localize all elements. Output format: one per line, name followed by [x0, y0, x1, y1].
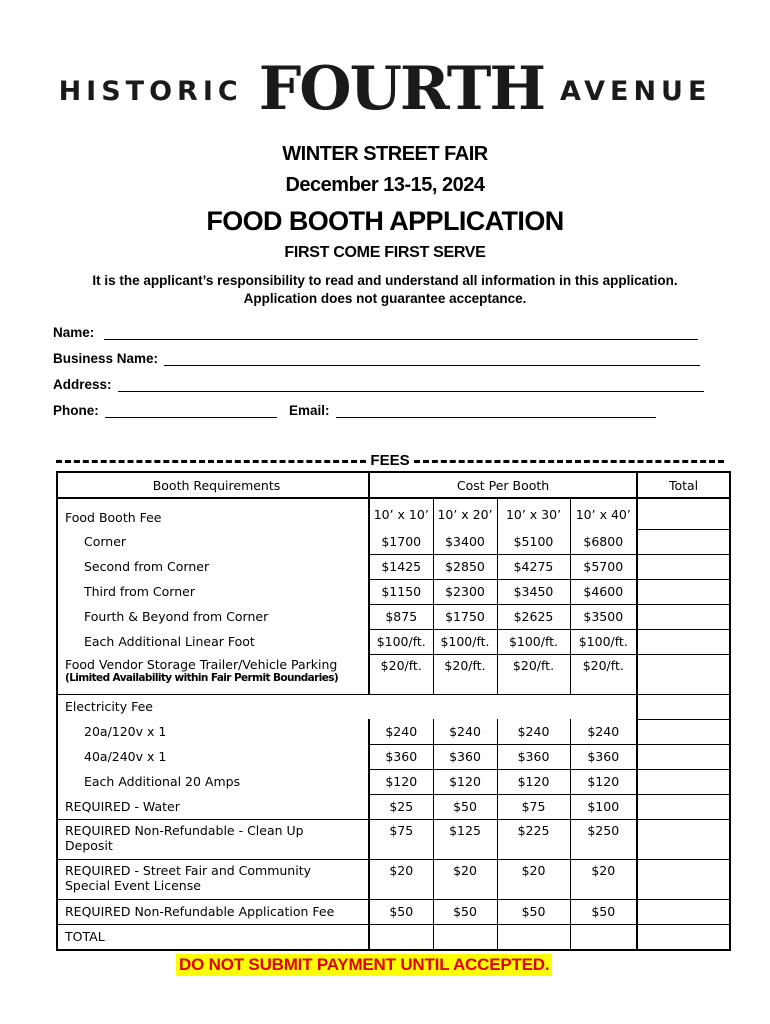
table-row	[57, 554, 730, 579]
total-blank[interactable]	[369, 924, 433, 950]
total-cell[interactable]	[637, 819, 730, 859]
business-name-label: Business Name:	[53, 351, 159, 366]
total-cell[interactable]	[637, 694, 730, 719]
fee-value: $120	[497, 769, 570, 794]
fee-value: $2850	[433, 554, 497, 579]
table-row	[57, 498, 730, 529]
fee-value: $25	[369, 794, 433, 819]
license-label-line-1: REQUIRED - Street Fair and Community	[65, 862, 312, 878]
total-cell[interactable]	[637, 604, 730, 629]
row-label: Second from Corner	[57, 554, 369, 579]
table-row	[57, 629, 730, 654]
name-line[interactable]	[104, 324, 698, 340]
table-row	[57, 794, 730, 819]
notice-line-1: It is the applicant’s responsibility to read and understand all information in this application.	[92, 273, 678, 288]
total-blank[interactable]	[497, 924, 570, 950]
table-row	[57, 579, 730, 604]
fees-heading	[56, 451, 724, 469]
fee-value: $120	[570, 769, 637, 794]
table-row	[57, 719, 730, 744]
fees-heading-label: FEES	[370, 451, 410, 469]
fee-value: $100/ft.	[497, 629, 570, 654]
fee-value: $360	[570, 744, 637, 769]
fee-value: $240	[497, 719, 570, 744]
total-cell[interactable]	[637, 794, 730, 819]
fee-value: $100/ft.	[433, 629, 497, 654]
address-line[interactable]	[118, 376, 704, 392]
total-cell[interactable]	[637, 498, 730, 529]
total-cell[interactable]	[637, 899, 730, 924]
table-row	[57, 529, 730, 554]
row-label: Each Additional Linear Foot	[57, 629, 369, 654]
fee-value: $20/ft.	[570, 654, 637, 694]
trailer-label-cell	[57, 654, 369, 694]
table-header-row	[57, 472, 730, 498]
event-dates: December 13-15, 2024	[285, 174, 485, 196]
address-field[interactable]	[53, 376, 704, 392]
table-row	[57, 744, 730, 769]
fee-value: $50	[570, 899, 637, 924]
fee-value: $50	[433, 794, 497, 819]
page-title: FOOD BOOTH APPLICATION	[206, 206, 564, 236]
name-label: Name:	[53, 325, 95, 340]
fees-divider-left	[56, 460, 366, 463]
address-label: Address:	[53, 377, 112, 392]
table-row	[57, 769, 730, 794]
cleanup-label-cell	[57, 819, 369, 859]
name-field[interactable]	[53, 324, 698, 340]
business-name-line[interactable]	[164, 350, 700, 366]
size-label: 10’ x 10’	[369, 498, 433, 529]
total-cell[interactable]	[637, 719, 730, 744]
fee-value: $75	[497, 794, 570, 819]
total-cell[interactable]	[637, 859, 730, 899]
fee-value: $3400	[433, 529, 497, 554]
total-blank[interactable]	[570, 924, 637, 950]
logo-right-text: AVENUE	[560, 75, 712, 107]
col-header-requirements: Booth Requirements	[57, 472, 369, 498]
logo-center-text: FOURTH	[258, 54, 545, 124]
fee-value: $125	[433, 819, 497, 859]
payment-warning: DO NOT SUBMIT PAYMENT UNTIL ACCEPTED.	[176, 954, 552, 976]
fee-value: $20	[570, 859, 637, 899]
fee-value: $20/ft.	[433, 654, 497, 694]
total-label: TOTAL	[57, 924, 369, 950]
phone-line[interactable]	[105, 402, 277, 418]
table-row	[57, 819, 730, 859]
col-header-total: Total	[637, 472, 730, 498]
trailer-label: Food Vendor Storage Trailer/Vehicle Parking	[65, 657, 338, 672]
fees-divider-right	[414, 460, 724, 463]
fee-value: $360	[497, 744, 570, 769]
business-name-field[interactable]	[53, 350, 700, 366]
event-name: WINTER STREET FAIR	[282, 143, 488, 165]
fee-value: $240	[433, 719, 497, 744]
fee-value: $50	[433, 899, 497, 924]
row-label: 40a/240v x 1	[57, 744, 369, 769]
fee-value: $6800	[570, 529, 637, 554]
fee-value: $100/ft.	[570, 629, 637, 654]
total-cell[interactable]	[637, 554, 730, 579]
row-label: REQUIRED Non-Refundable Application Fee	[57, 899, 369, 924]
trailer-note: (Limited Availability within Fair Permit Boundaries)	[65, 672, 339, 684]
email-label: Email:	[289, 403, 330, 418]
fee-value: $1700	[369, 529, 433, 554]
grand-total-cell[interactable]	[637, 924, 730, 950]
fee-value: $20	[433, 859, 497, 899]
total-blank[interactable]	[433, 924, 497, 950]
row-label: 20a/120v x 1	[57, 719, 369, 744]
fee-value: $100	[570, 794, 637, 819]
fee-value: $75	[369, 819, 433, 859]
electricity-label: Electricity Fee	[65, 699, 153, 715]
email-field[interactable]	[289, 402, 656, 418]
phone-label: Phone:	[53, 403, 99, 418]
col-header-cost: Cost Per Booth	[369, 472, 637, 498]
size-label: 10’ x 40’	[570, 498, 637, 529]
license-label-cell	[57, 859, 369, 899]
license-label-line-2: Special Event License	[65, 877, 201, 893]
fee-value: $240	[570, 719, 637, 744]
fee-value: $1150	[369, 579, 433, 604]
table-row	[57, 859, 730, 899]
table-row	[57, 694, 730, 719]
historic-fourth-avenue-logo	[0, 52, 770, 130]
fee-value: $3500	[570, 604, 637, 629]
fee-value: $4275	[497, 554, 570, 579]
row-label: Each Additional 20 Amps	[57, 769, 369, 794]
fee-value: $2625	[497, 604, 570, 629]
fee-value: $1425	[369, 554, 433, 579]
cleanup-label-line-1: REQUIRED Non-Refundable - Clean Up	[65, 822, 304, 838]
fee-value: $5700	[570, 554, 637, 579]
total-cell[interactable]	[637, 529, 730, 554]
fee-value: $250	[570, 819, 637, 859]
fee-value: $120	[433, 769, 497, 794]
fees-table	[56, 471, 731, 951]
row-label: Third from Corner	[57, 579, 369, 604]
booth-fee-label: Food Booth Fee	[57, 498, 369, 529]
row-label: Corner	[57, 529, 369, 554]
size-label: 10’ x 20’	[433, 498, 497, 529]
subtitle: FIRST COME FIRST SERVE	[284, 244, 486, 261]
fee-value: $240	[369, 719, 433, 744]
fee-value: $20	[369, 859, 433, 899]
total-cell[interactable]	[637, 579, 730, 604]
total-cell[interactable]	[637, 744, 730, 769]
fee-value: $225	[497, 819, 570, 859]
table-row	[57, 654, 730, 694]
row-label: REQUIRED - Water	[57, 794, 369, 819]
email-line[interactable]	[336, 402, 656, 418]
fee-value: $2300	[433, 579, 497, 604]
fee-value: $20/ft.	[497, 654, 570, 694]
fee-value: $50	[369, 899, 433, 924]
total-cell[interactable]	[637, 654, 730, 694]
fee-value: $4600	[570, 579, 637, 604]
table-row	[57, 604, 730, 629]
fee-value: $120	[369, 769, 433, 794]
logo-left-text: HISTORIC	[58, 75, 243, 107]
fee-value: $1750	[433, 604, 497, 629]
total-cell[interactable]	[637, 629, 730, 654]
table-row	[57, 924, 730, 950]
fee-value: $360	[433, 744, 497, 769]
fee-value: $20/ft.	[369, 654, 433, 694]
fee-value: $50	[497, 899, 570, 924]
cleanup-label-line-2: Deposit	[65, 837, 113, 853]
table-row	[57, 899, 730, 924]
fee-value: $875	[369, 604, 433, 629]
row-label: Fourth & Beyond from Corner	[57, 604, 369, 629]
fee-value: $360	[369, 744, 433, 769]
total-cell[interactable]	[637, 769, 730, 794]
fee-value: $3450	[497, 579, 570, 604]
fee-value: $20	[497, 859, 570, 899]
fee-value: $100/ft.	[369, 629, 433, 654]
size-label: 10’ x 30’	[497, 498, 570, 529]
notice-line-2: Application does not guarantee acceptance.	[243, 291, 527, 306]
fee-value: $5100	[497, 529, 570, 554]
phone-field[interactable]	[53, 402, 277, 418]
